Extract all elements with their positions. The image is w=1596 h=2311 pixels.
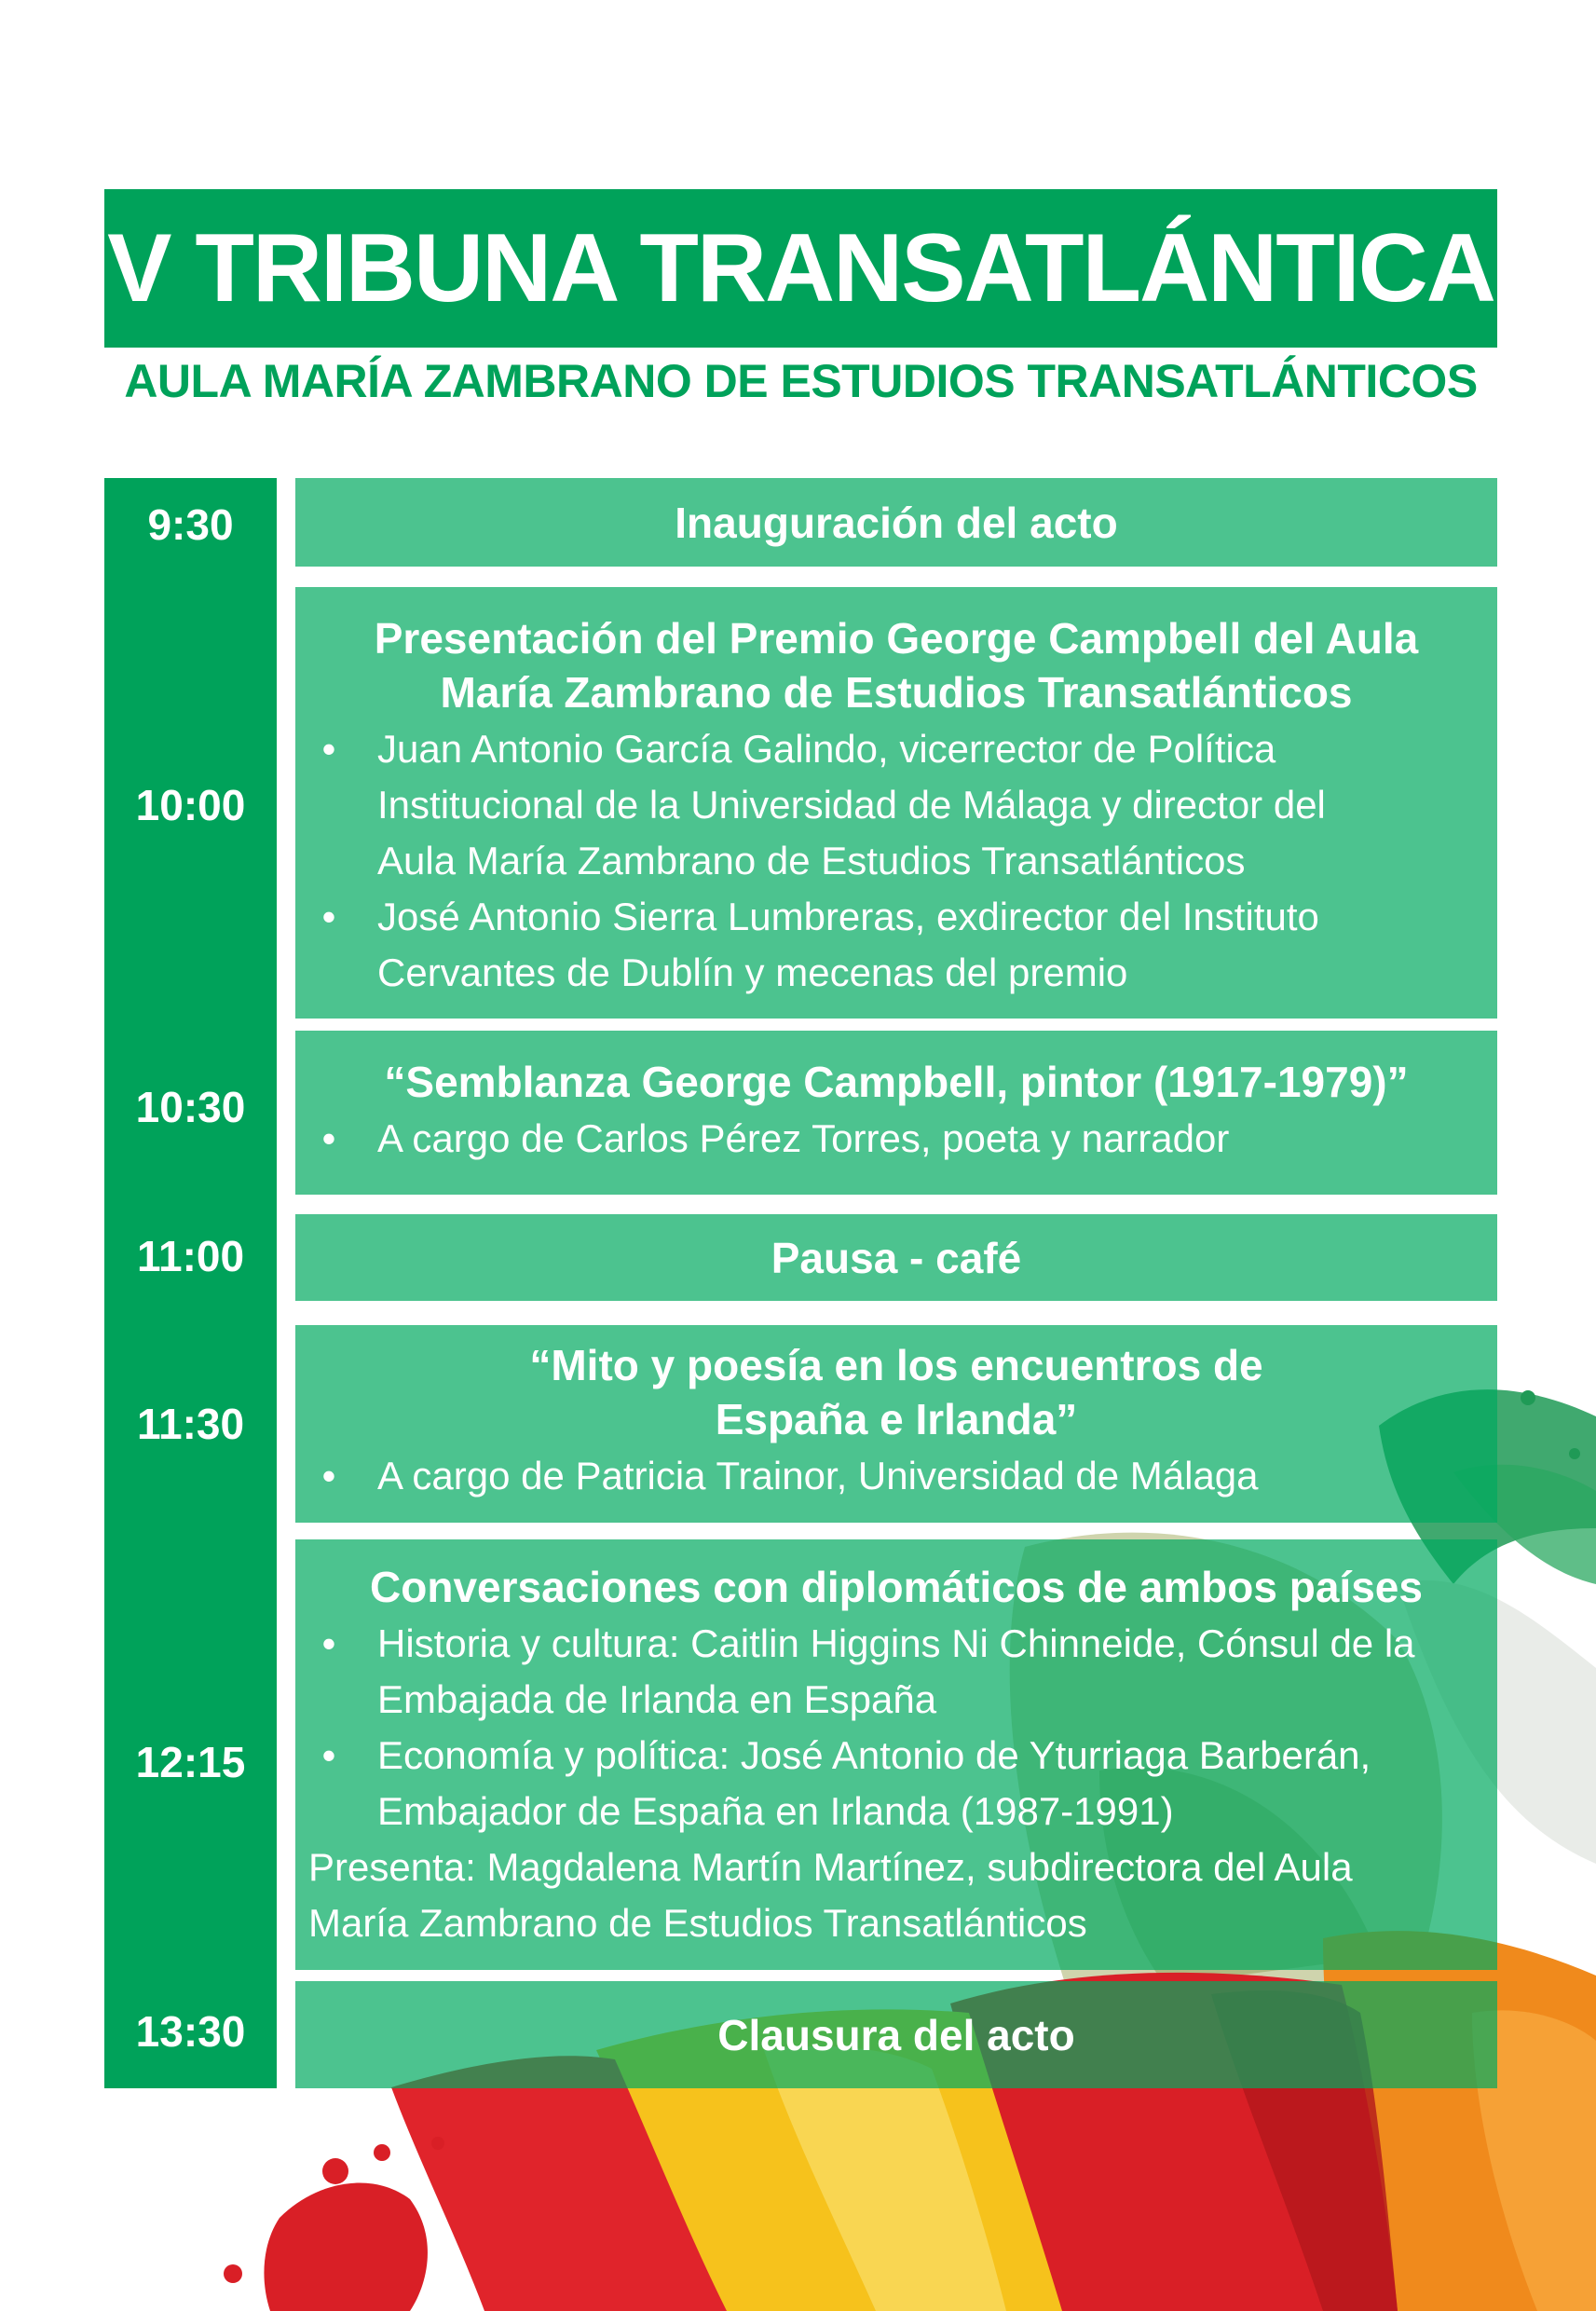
presenter-line: María Zambrano de Estudios Transatlánticos [308,1901,1087,1945]
list-item-line: Embajada de Irlanda en España [377,1677,937,1721]
time-slot: 11:00 [136,1232,245,1280]
speaker-list [295,1616,1497,1839]
list-item [295,889,1497,1001]
red-splatter [431,2137,444,2150]
schedule-item-clausura [295,1981,1497,2088]
list-item-line: Economía y política: José Antonio de Yturriaga Barberán, [377,1733,1371,1777]
list-item [295,1111,1497,1167]
time-slot: 10:30 [135,1083,246,1131]
list-item [295,1448,1497,1504]
item-title-line: España e Irlanda” [715,1395,1078,1443]
item-title: Inauguración del acto [675,498,1118,547]
red-splatter [264,2183,428,2311]
list-item-line: Cervantes de Dublín y mecenas del premio [377,950,1128,994]
title-banner [104,189,1497,348]
presenter-note [295,1839,1497,1951]
red-splatter [224,2264,242,2283]
bullet-icon: • [321,727,336,771]
list-item-line: A cargo de Patricia Trainor, Universidad de Málaga [377,1454,1259,1497]
time-column [104,478,277,2088]
bullet-icon: • [321,1454,336,1497]
item-title-line: María Zambrano de Estudios Transatlánticos [440,668,1353,717]
item-title: Conversaciones con diplomáticos de ambos países [370,1563,1423,1611]
bullet-icon: • [321,1116,336,1160]
page-subtitle: AULA MARÍA ZAMBRANO DE ESTUDIOS TRANSATLÁNTICOS [124,355,1478,407]
schedule-item-inauguracion [295,478,1497,567]
schedule-item-mito [295,1325,1497,1523]
item-title-line: Presentación del Premio George Campbell del Aula [374,614,1419,663]
speaker-list [295,1448,1497,1504]
list-item-line: Historia y cultura: Caitlin Higgins Ni Chinneide, Cónsul de la [377,1621,1415,1665]
item-title-line: “Mito y poesía en los encuentros de [529,1341,1263,1389]
list-item [295,721,1497,889]
speaker-list [295,721,1497,1001]
list-item-line: A cargo de Carlos Pérez Torres, poeta y narrador [377,1116,1230,1160]
schedule-item-pausa [295,1214,1497,1301]
list-item-line: José Antonio Sierra Lumbreras, exdirector del Instituto [377,895,1319,938]
schedule-item-semblanza [295,1031,1497,1195]
red-splatter [322,2158,348,2184]
bullet-icon: • [321,895,336,938]
green-splatter [1569,1448,1580,1459]
speaker-list [295,1111,1497,1167]
list-item-line: Embajador de España en Irlanda (1987-1991) [377,1789,1174,1833]
schedule-item-conversaciones [295,1539,1497,1970]
bullet-icon: • [321,1733,336,1777]
list-item [295,1616,1497,1728]
list-item-line: Institucional de la Universidad de Málaga y director del [377,783,1326,827]
list-item-line: Juan Antonio García Galindo, vicerrector de Política [377,727,1276,771]
item-title: “Semblanza George Campbell, pintor (1917-1979)” [384,1058,1409,1106]
schedule-item-premio [295,587,1497,1019]
time-slot: 13:30 [135,2007,246,2056]
bullet-icon: • [321,1621,336,1665]
item-title [295,611,1497,719]
list-item [295,1728,1497,1839]
item-title: Clausura del acto [717,2010,1075,2059]
page-title: V TRIBUNA TRANSATLÁNTICA [107,213,1494,322]
time-slot: 11:30 [136,1400,245,1448]
time-slot: 12:15 [135,1738,246,1786]
green-splatter [1521,1390,1535,1405]
presenter-line: Presenta: Magdalena Martín Martínez, subdirectora del Aula [308,1845,1353,1889]
list-item-line: Aula María Zambrano de Estudios Transatlánticos [377,839,1246,882]
time-slot: 10:00 [135,781,246,829]
item-title: Pausa - café [771,1233,1022,1282]
time-slot: 9:30 [147,500,234,549]
item-title [295,1338,1497,1446]
red-splatter [374,2144,390,2161]
